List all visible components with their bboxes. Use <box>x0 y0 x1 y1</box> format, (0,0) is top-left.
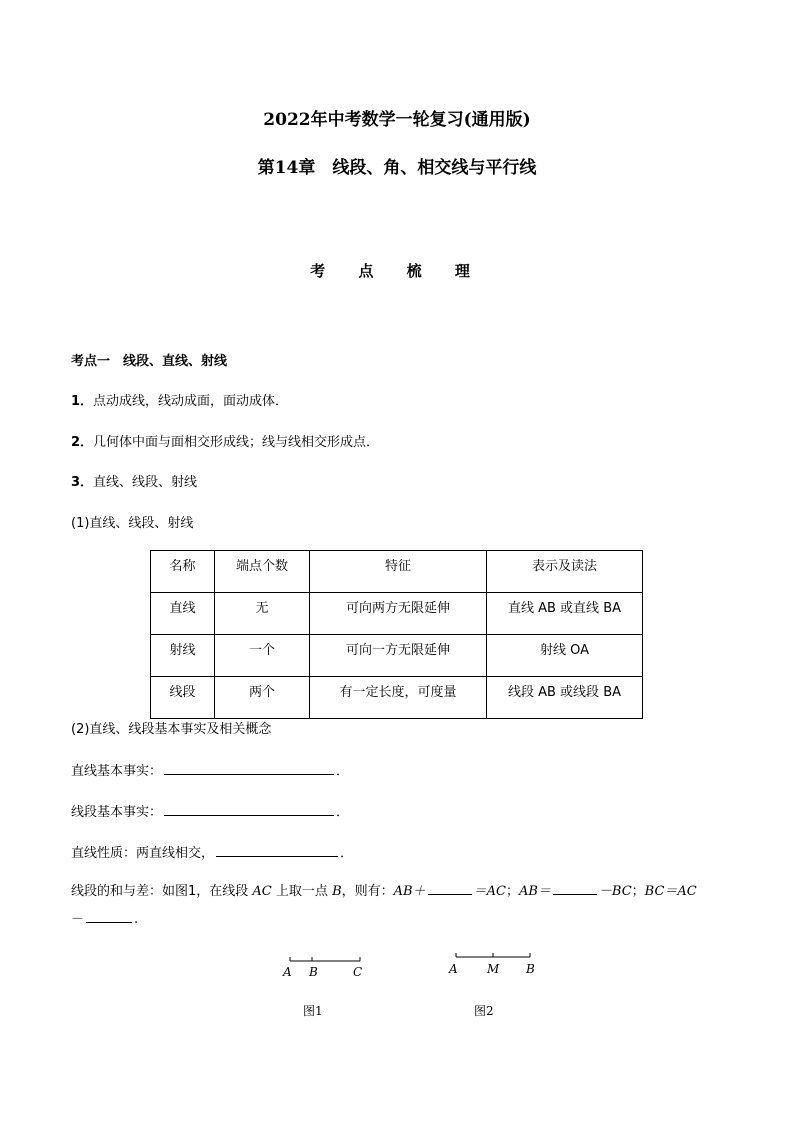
line-fact <box>71 760 349 779</box>
var-ac: AC <box>252 884 272 899</box>
figure-2-caption: 图2 <box>474 1004 494 1018</box>
semicolon-1: ； <box>505 884 519 899</box>
table-cell: 直线 AB 或直线 BA <box>487 593 643 635</box>
eq2-blank[interactable] <box>553 881 597 895</box>
line2-end: . <box>134 912 139 927</box>
eq2-right: －BC <box>598 884 632 899</box>
table-row <box>151 677 643 719</box>
eq1-right: ＝AC <box>473 884 506 899</box>
document-title: 2022年中考数学一轮复习(通用版) <box>263 110 531 130</box>
sum-difference-line <box>71 880 697 899</box>
eq3: BC＝AC <box>644 884 697 899</box>
semicolon-2: ； <box>631 884 645 899</box>
item-3-number: 3． <box>71 475 94 490</box>
sum-difference-line-2 <box>71 908 138 927</box>
line-property-label: 直线性质：两直线相交， <box>71 846 215 861</box>
item-3 <box>71 471 197 490</box>
table-row <box>151 593 643 635</box>
item-3-text: 直线、线段、射线 <box>93 475 198 490</box>
item-1 <box>71 390 288 409</box>
eq1-blank[interactable] <box>428 881 472 895</box>
subsection-2: (2)直线、线段基本事实及相关概念 <box>71 722 272 737</box>
chapter-title: 第14章 线段、角、相交线与平行线 <box>257 158 537 178</box>
figure-2-diagram <box>440 945 550 985</box>
table-row <box>151 635 643 677</box>
label-a: A <box>283 965 292 979</box>
table-header-cell: 名称 <box>151 551 215 593</box>
figure-1-diagram <box>270 945 380 985</box>
table-cell: 可向两方无限延伸 <box>310 593 487 635</box>
segment-fact-label: 线段基本事实： <box>71 805 163 820</box>
item-2-number: 2． <box>71 435 94 450</box>
segment-fact-blank[interactable] <box>164 802 334 816</box>
table-cell: 线段 <box>151 677 215 719</box>
item-2-text: 几何体中面与面相交形成线；线与线相交形成点． <box>93 435 380 450</box>
section-heading: 考 点 梳 理 <box>310 262 484 280</box>
table-header-row <box>151 551 643 593</box>
point1-heading: 考点一 线段、直线、射线 <box>71 354 228 369</box>
table-cell: 直线 <box>151 593 215 635</box>
line-fact-label: 直线基本事实： <box>71 764 163 779</box>
sum-diff-mid: 上取一点 <box>275 884 328 899</box>
item-2 <box>71 431 379 450</box>
label-c: C <box>353 965 363 979</box>
line-types-table <box>150 550 643 719</box>
table-cell: 可向一方无限延伸 <box>310 635 487 677</box>
table-cell: 射线 OA <box>487 635 643 677</box>
table-cell: 无 <box>215 593 310 635</box>
eq3-blank[interactable] <box>86 909 132 923</box>
label-m: M <box>487 962 500 976</box>
figure-1-caption: 图1 <box>303 1004 323 1018</box>
table-header-cell: 表示及读法 <box>487 551 643 593</box>
eq1-left: AB＋ <box>393 884 426 899</box>
table-cell: 有一定长度，可度量 <box>310 677 487 719</box>
table-cell: 线段 AB 或线段 BA <box>487 677 643 719</box>
segment-fact <box>71 801 349 820</box>
line-property-blank[interactable] <box>216 843 338 857</box>
item-1-number: 1． <box>71 394 94 409</box>
minus-sign: － <box>71 912 85 927</box>
segment-fact-period: ． <box>336 805 350 820</box>
subsection-1: (1)直线、线段、射线 <box>71 516 194 531</box>
var-b: B <box>332 884 342 899</box>
table-cell: 一个 <box>215 635 310 677</box>
table-header-cell: 特征 <box>310 551 487 593</box>
table-header-cell: 端点个数 <box>215 551 310 593</box>
table-cell: 射线 <box>151 635 215 677</box>
line-property <box>71 842 353 861</box>
label-a: A <box>449 962 458 976</box>
sum-diff-prefix: 线段的和与差：如图1，在线段 <box>71 884 249 899</box>
eq2-left: AB＝ <box>518 884 551 899</box>
table-cell: 两个 <box>215 677 310 719</box>
label-b: B <box>526 962 535 976</box>
line-fact-blank[interactable] <box>164 761 334 775</box>
label-b: B <box>309 965 318 979</box>
line-property-period: ． <box>340 846 354 861</box>
sum-diff-have: ，则有： <box>341 884 394 899</box>
item-1-text: 点动成线，线动成面，面动成体． <box>93 394 289 409</box>
line-fact-period: ． <box>336 764 350 779</box>
